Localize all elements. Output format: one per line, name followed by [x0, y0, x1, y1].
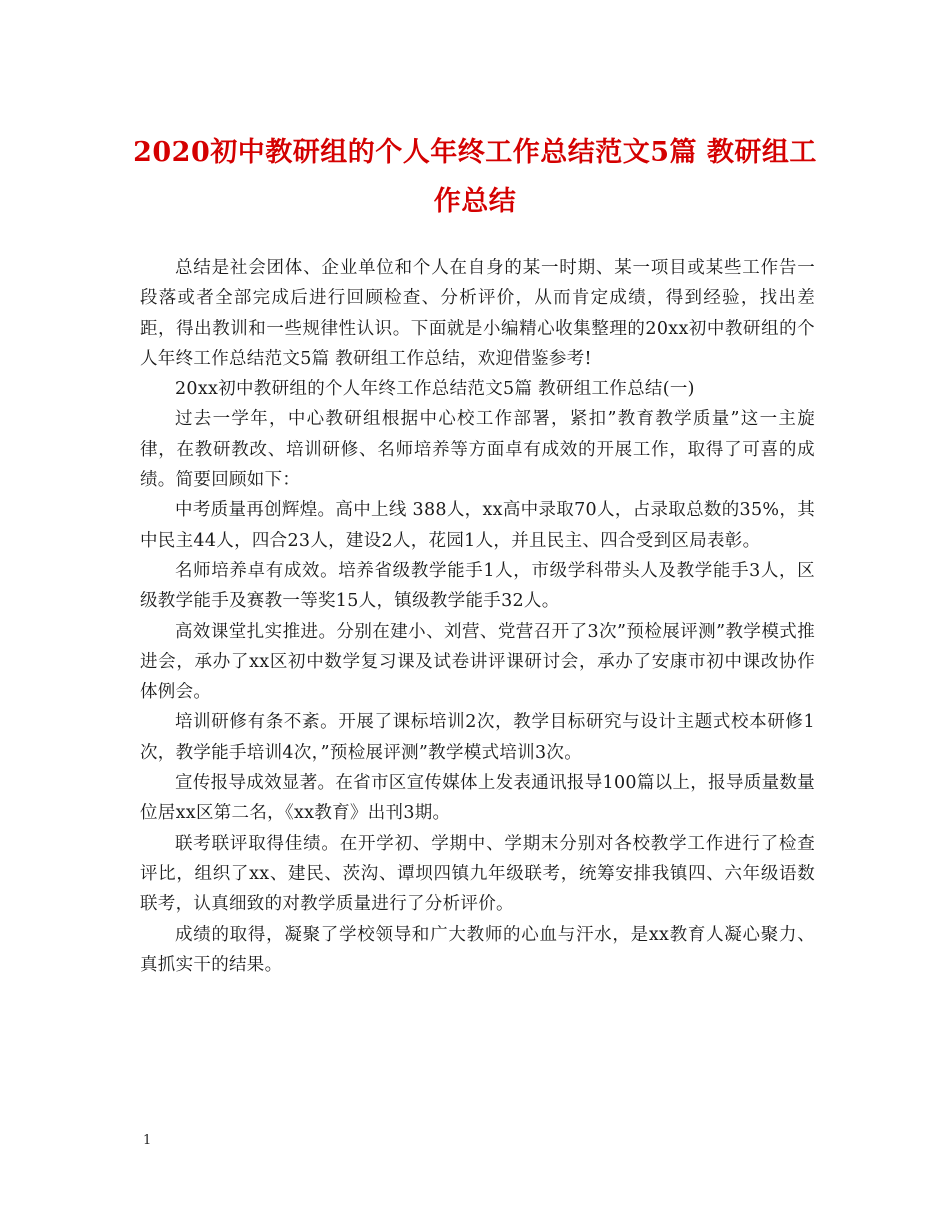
paragraph-intro: 总结是社会团体、企业单位和个人在自身的某一时期、某一项目或某些工作告一段落或者全部完成后进行回顾检查、分析评价，从而肯定成绩，得到经验，找出差距，得出教训和一些规律性认识。下面就是小编精心收集整理的20xx初中教研组的个人年终工作总结范文5篇 教研组工作总结，欢迎借鉴参考!	[140, 258, 815, 369]
document-title: 2020初中教研组的个人年终工作总结范文5篇 教研组工作总结	[133, 137, 817, 217]
document-body	[140, 253, 815, 980]
paragraph-publicity: 宣传报导成效显著。在省市区宣传媒体上发表通讯报导100篇以上，报导质量数量位居xx区第二名，《xx教育》出刊3期。	[140, 773, 815, 824]
paragraph-overview: 过去一学年，中心教研组根据中心校工作部署，紧扣”教育教学质量”这一主旋律，在教研教改、培训研修、名师培养等方面卓有成效的开展工作，取得了可喜的成绩。简要回顾如下：	[140, 409, 815, 491]
paragraph-classroom: 高效课堂扎实推进。分别在建小、刘营、党营召开了3次”预检展评测”教学模式推进会，承办了xx区初中数学复习课及试卷讲评课研讨会，承办了安康市初中课改协作体例会。	[140, 621, 815, 703]
paragraph-subtitle: 20xx初中教研组的个人年终工作总结范文5篇 教研组工作总结(一)	[175, 379, 695, 400]
paragraph-conclusion: 成绩的取得，凝聚了学校领导和广大教师的心血与汗水，是xx教育人凝心聚力、真抓实干的结果。	[140, 924, 815, 975]
page-number: 1	[143, 1133, 152, 1148]
paragraph-exam-quality: 中考质量再创辉煌。高中上线 388人，xx高中录取70人，占录取总数的35%，其中民主44人，四合23人，建设2人，花园1人，并且民主、四合受到区局表彰。	[140, 500, 815, 551]
paragraph-training-research: 培训研修有条不紊。开展了课标培训2次，教学目标研究与设计主题式校本研修1次，教学能手培训4次，”预检展评测”教学模式培训3次。	[140, 712, 815, 763]
paragraph-teacher-training: 名师培养卓有成效。培养省级教学能手1人，市级学科带头人及教学能手3人，区级教学能手及赛教一等奖15人，镇级教学能手32人。	[140, 560, 815, 612]
paragraph-joint-exams: 联考联评取得佳绩。在开学初、学期中、学期末分别对各校教学工作进行了检查评比，组织了xx、建民、茨沟、谭坝四镇九年级联考，统筹安排我镇四、六年级语数联考，认真细致的对教学质量进行了分析评价。	[140, 833, 815, 915]
